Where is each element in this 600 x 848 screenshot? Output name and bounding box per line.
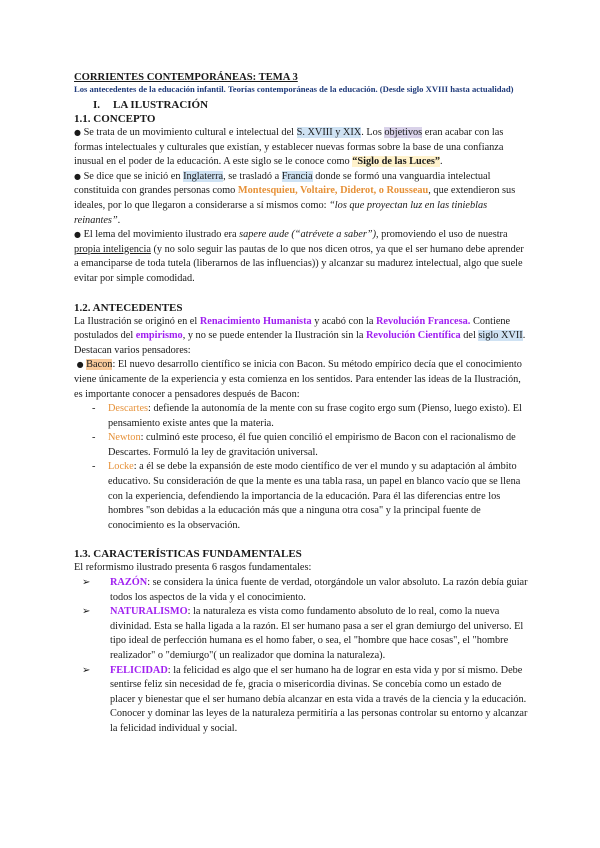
list-item-razon: ➢ RAZÓN: se considera la única fuente de verdad, otorgándole un valor absoluto. La razón debía guiar todos los aspectos de la vida y el conocimiento. xyxy=(82,577,528,603)
bullet-icon: ● xyxy=(74,171,81,181)
bullet-icon: ● xyxy=(74,128,81,137)
highlight-renacimiento: Renacimiento Humanista xyxy=(199,315,312,327)
section-number: I. xyxy=(93,99,101,111)
heading-caracteristicas: 1.3. CARACTERÍSTICAS FUNDAMENTALES xyxy=(74,548,302,561)
section-heading-ilustracion xyxy=(74,98,529,112)
quote-tinieblas: “los que proyectan luz en las tinieblas reinantes” xyxy=(74,199,488,226)
highlight-ilustrados: Montesquieu, Voltaire, Diderot, o Rousseau xyxy=(237,185,429,197)
list-item-newton: - Newton: culminó este proceso, él fue quien concilió el empirismo de Bacon con el racionalismo de Descartes. Formuló la ley de gravitación universal. xyxy=(92,432,516,458)
arrow-bullet-icon: ➢ xyxy=(82,577,91,589)
highlight-revolucion-cientifica: Revolución Científica xyxy=(365,330,461,342)
heading-antecedentes: 1.2. ANTECEDENTES xyxy=(74,301,183,314)
arrow-bullet-icon: ➢ xyxy=(82,606,91,618)
underline-propia-inteligencia: propia inteligencia xyxy=(74,243,151,255)
list-item-felicidad: ➢ FELICIDAD: la felicidad es algo que el ser humano ha de lograr en esta vida y por sí mismo. Debe sentirse feliz sin necesidad de fe, gracia o misericordia divinas. Se concebía como un estado de placer y bienestar que el ser humano debía alcanzar en esta vida a través de la ciencia y la educación. Conocer y dominar las leyes de la naturaleza permitiría a las personas controlar su entorno y alcanzar la felicidad individual y social. xyxy=(82,664,528,734)
dash-marker: - xyxy=(92,403,96,415)
dash-marker: - xyxy=(92,461,96,473)
highlight-siglo-xvii: siglo XVII xyxy=(478,330,523,342)
section-title: LA ILUSTRACIÓN xyxy=(113,99,209,111)
highlight-empirismo: empirismo xyxy=(135,330,183,342)
concepto-paragraph-2: ● Se dice que se inició en Inglaterra, se trasladó a Francia donde se formó una vanguardia intelectual constituida con grandes personas como Montesquieu, Voltaire, Diderot, o Rousseau, que extendieron sus ideales, por lo que llegaron a considerarse a sí mismos como: “los que proyectan luz en las tinieblas reinantes”. xyxy=(74,170,516,226)
highlight-francia: Francia xyxy=(281,170,313,182)
document-title: CORRIENTES CONTEMPORÁNEAS: TEMA 3 xyxy=(74,72,298,83)
highlight-bacon: Bacon xyxy=(86,359,113,371)
highlight-siglo-luces: “Siglo de las Luces” xyxy=(352,156,441,168)
bullet-icon: ● xyxy=(76,360,84,370)
list-item-naturalismo: ➢ NATURALISMO: la naturaleza es vista como fundamento absoluto de lo real, como la nueva divinidad. Esta se halla ligada a la razón. El ser humano pasa a ser el gran demiurgo del universo. El tipo ideal de perfección humana es el homo faber, o sea, el "hombre que hace cosas", el "hombre realizador" o "demiurgo"( un realizador que domina la naturaleza). xyxy=(82,606,524,661)
motto-sapere-aude: sapere aude (“atrévete a saber”) xyxy=(239,229,377,241)
heading-concepto: 1.1. CONCEPTO xyxy=(74,113,156,125)
bacon-paragraph: ● Bacon: El nuevo desarrollo científico se inicia con Bacon. Su método empírico decía que el conocimiento viene únicamente de la experiencia y esta comienza en los sentidos. Para entender las ideas de la Ilustración, es importante conocer a pensadores después de Bacon: xyxy=(74,359,522,400)
list-item-descartes: - Descartes: defiende la autonomía de la mente con su frase cogito ergo sum (Pienso, luego existo). El pensamiento existe antes que la materia. xyxy=(92,403,522,429)
concepto-paragraph-1: ● Se trata de un movimiento cultural e intelectual del S. XVIII y XIX. Los objetivos eran acabar con las formas intelectuales y culturales que existían, y establecer nuevas formas sobre la base de una confianza inusual en el poder de la educación. A este siglo se le conoce como “Siglo de las Luces”. xyxy=(74,127,504,168)
concepto-paragraph-3: ● El lema del movimiento ilustrado era sapere aude (“atrévete a saber”), promoviendo el uso de nuestra propia inteligencia (y no solo seguir las pautas de lo que nos dicen otros, ya que el ser humano debe aprender a emanciparse de toda tutela (liberarnos de las influencias)) y alcanzar su madurez intelectual, algo que suele evitar por simple comodidad. xyxy=(74,229,524,284)
thinker-name: Locke xyxy=(108,461,134,473)
dash-marker: - xyxy=(92,432,96,444)
trait-name: NATURALISMO xyxy=(110,606,188,618)
document-subtitle: Los antecedentes de la educación infantil. Teorías contemporáneas de la educación. (Desde siglo XVIII hasta actualidad) xyxy=(74,84,514,94)
bullet-icon: ● xyxy=(74,230,81,240)
highlight-inglaterra: Inglaterra xyxy=(183,170,224,182)
highlight-revolucion-francesa: Revolución Francesa. xyxy=(375,315,471,327)
highlight-objetivos: objetivos xyxy=(384,127,423,138)
thinker-name: Newton xyxy=(108,432,141,444)
trait-name: RAZÓN xyxy=(110,577,148,589)
trait-name: FELICIDAD xyxy=(110,664,168,676)
highlight-siglos: S. XVIII y XIX xyxy=(296,127,362,138)
caracteristicas-intro: El reformismo ilustrado presenta 6 rasgos fundamentales: xyxy=(74,562,312,574)
list-item-locke: - Locke: a él se debe la expansión de este modo científico de ver el mundo y su adaptación al ámbito educativo. Su consideración de que la mente es una tabla rasa, un papel en blanco vacío que se llena con la experiencia, defendiendo la importancia de la educación. Para él las diferencias entre los hombres "son debidas a la educación más que a ninguna otra cosa" y la principal fuente de conocimiento es la observación. xyxy=(92,461,521,531)
thinker-name: Descartes xyxy=(108,403,149,415)
document-page xyxy=(74,71,529,737)
antecedentes-intro: La Ilustración se originó en el Renacimiento Humanista y acabó con la Revolución Francesa. Contiene postulados del empirismo, y no se puede entender la Ilustración sin la Revolución Científica del siglo XVII. Destacan varios pensadores: xyxy=(74,315,526,356)
arrow-bullet-icon: ➢ xyxy=(82,664,91,676)
